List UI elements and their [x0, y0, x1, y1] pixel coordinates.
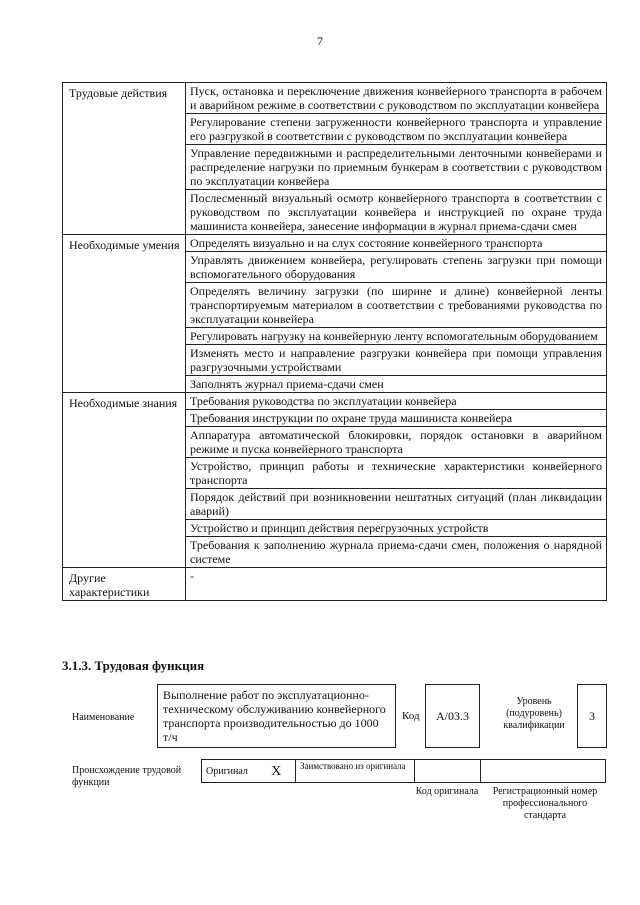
origin-label: Происхождение трудовой функции — [72, 765, 182, 788]
code-original-cell — [415, 760, 481, 783]
row-item: Определять визуально и на слух состояние конвейерного транспорта — [186, 235, 607, 252]
row-label: Другие характеристики — [63, 568, 186, 601]
row-item: Управлять движением конвейера, регулировать степень загрузки при помощи вспомогательного оборудования — [186, 252, 607, 283]
row-item: Заполнять журнал приема-сдачи смен — [186, 376, 607, 393]
table-row — [63, 393, 607, 410]
code-label: Код — [402, 710, 420, 722]
row-item: Определять величину загрузки (по ширине и длине) конвейерной ленты транспортируемым материалом в соответствии с требованиями руководства по эксплуатации конвейера — [186, 283, 607, 328]
row-item: Пуск, остановка и переключение движения конвейерного транспорта в рабочем и аварийном режиме в соответствии с руководством по эксплуатации конвейера — [186, 83, 607, 114]
row-item: Требования инструкции по охране труда машиниста конвейера — [186, 410, 607, 427]
code-value-box — [425, 684, 480, 748]
origin-table — [201, 759, 606, 783]
row-item: Управление передвижными и распределительными ленточными конвейерами и распределение нагрузки по приемным бункерам в соответствии с руководством по эксплуатации конвейера — [186, 145, 607, 190]
section-title: 3.1.3. Трудовая функция — [62, 658, 205, 673]
row-label: Необходимые знания — [63, 393, 186, 568]
table-row — [63, 568, 607, 601]
row-item: - — [186, 568, 607, 601]
borrowed-label: Заимствовано из оригинала — [296, 760, 415, 783]
name-label: Наименование — [72, 712, 135, 723]
level-value-box — [577, 684, 607, 748]
row-item: Порядок действий при возникновении нештатных ситуаций (план ликвидации аварий) — [186, 489, 607, 520]
row-item: Послесменный визуальный осмотр конвейерного транспорта в соответствии с руководством по эксплуатации конвейера и инструкцией по охране труда машиниста конвейера, занесение информации в журнал приема-сдачи смен — [186, 190, 607, 235]
row-item: Устройство и принцип действия перегрузочных устройств — [186, 520, 607, 537]
row-item: Требования руководства по эксплуатации конвейера — [186, 393, 607, 410]
code-value: А/03.3 — [436, 709, 469, 723]
level-value: 3 — [589, 709, 595, 723]
row-item: Устройство, принцип работы и технические характеристики конвейерного транспорта — [186, 458, 607, 489]
level-label: Уровень (подуровень) квалификации — [503, 696, 565, 731]
table-row — [63, 235, 607, 252]
code-original-label: Код оригинала — [415, 786, 479, 797]
row-label: Трудовые действия — [63, 83, 186, 235]
reg-number-label: Регистрационный номер профессионального стандарта — [492, 786, 598, 821]
name-value: Выполнение работ по эксплуатационно-техническому обслуживанию конвейерного транспорта производительностью до 1000 т/ч — [163, 688, 386, 744]
row-item: Изменять место и направление разгрузки конвейера при помощи управления разгрузочными устройствами — [186, 345, 607, 376]
row-item: Аппаратура автоматической блокировки, порядок остановки в аварийном режиме и пуска конвейерного транспорта — [186, 427, 607, 458]
page-number: 7 — [317, 34, 323, 48]
original-label: Оригинал — [202, 760, 258, 783]
row-item: Требования к заполнению журнала приема-сдачи смен, положения о нарядной системе — [186, 537, 607, 568]
reg-number-cell — [481, 760, 606, 783]
row-label: Необходимые умения — [63, 235, 186, 393]
row-item: Регулирование степени загруженности конвейерного транспорта и управление его разгрузкой в соответствии с руководством по эксплуатации конвейера — [186, 114, 607, 145]
table-row — [63, 83, 607, 114]
row-item: Регулировать нагрузку на конвейерную ленту вспомогательным оборудованием — [186, 328, 607, 345]
labor-function-table — [62, 82, 607, 601]
original-mark: X — [258, 760, 296, 783]
name-value-box — [157, 684, 396, 748]
